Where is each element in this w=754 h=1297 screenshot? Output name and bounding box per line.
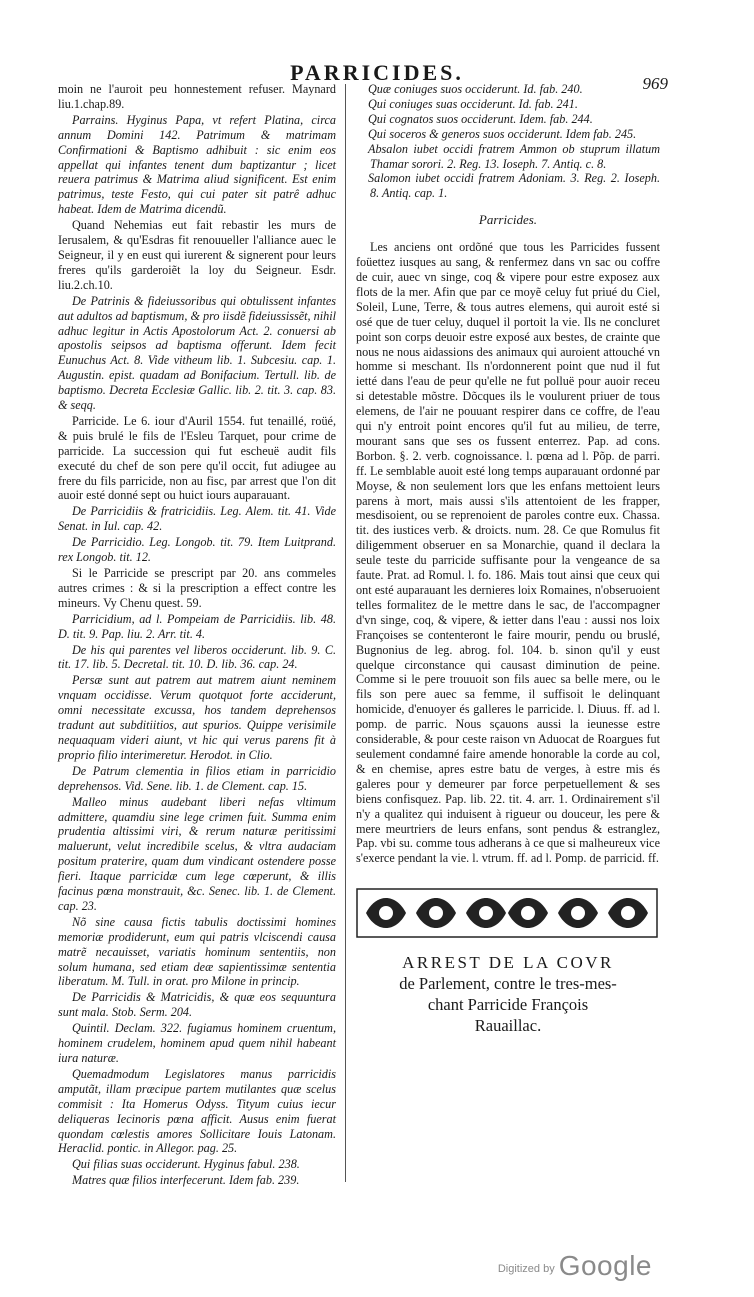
paragraph: De Parricidiis & fratricidiis. Leg. Alem. tit. 41. Vide Senat. in Iul. cap. 42. (58, 504, 336, 534)
column-rule (345, 84, 346, 1182)
paragraph: De his qui parentes vel liberos occiderunt. lib. 9. C. tit. 17. lib. 5. Decretal. tit. 10. D. lib. 36. cap. 24. (58, 642, 336, 672)
reference-line: Qui soceros & generos suos occiderunt. Idem fab. 245. (368, 126, 637, 141)
arrest-line: ARREST DE LA COVR (402, 953, 614, 973)
paragraph: Si le Parricide se prescript par 20. ans commeles autres crimes : & si la prescription a effect contre les mineurs. Vy Chenu quest. 59. (58, 566, 336, 610)
reference-line: Salomon iubet occidi fratrem Adoniam. 3. Reg. 2. Ioseph. 8. Antiq. cap. 1. (368, 171, 660, 201)
arrest-line: de Parlement, contre le tres-mes- (399, 974, 617, 994)
page-number: 969 (642, 74, 668, 93)
paragraph: Parricide. Le 6. iour d'Auril 1554. fut tenaillé, roüé, & puis brulé le fils de l'Esleu Tarquet, pour crime de parricide. La succession qui fut escheuë audit fils executé du chef de son pere qu'il occit, fut adiugee au frere du fils parricide, non au fisc, par arrest que l'on dit auoir esté donné sept ou huict iours auparauant. (58, 413, 336, 503)
paragraph: De Parricidis & Matricidis, & quæ eos sequuntura sunt mala. Stob. Serm. 204. (58, 990, 336, 1020)
paragraph: Matres quæ filios interfecerunt. Idem fab. 239. (72, 1173, 300, 1188)
reference-list (356, 82, 660, 201)
watermark-prefix: Digitized by (497, 1263, 555, 1275)
paragraph: Les anciens ont ordõné que tous les Parricides fussent foüettez iusques au sang, & renfermez dans vn sac ou coffre de cuir, auec vn singe, coq & vipere pour estre exposez aux flots de la mer. Afin que par ce moyẽ celuy fut priué du Ciel, Soleil, Lune, Terre, & tous autres elemens, qui auroit esté si osé que de tuer celuy, duquel il portoit la vie. Ils ne concluret point son corps deuoir estre exposé aux bestes, de crainte que nous ne nous aidassions des animaux qui auroient attouché vn homme si meschant. Ils n'ordonnerent point que nud il fut ietté dans l'eau de peur qu'elle ne fut polluë pour auoir receu si detestable mõstre. Dõcques ils le voulurent priuer de tous elemens, de l'air ne pouuant respirer dans ce coffre, de l'eau qui n'y entroit point encores qu'il fut au milieu, de terre, mourant sans que ses os fussent enterrez. Pap. ad cons. Borbon. §. 2. verb. cognoissance. l. pœna ad l. Põp. de parri. ff. Le semblable auoit esté long temps auparauant ordonné par Moyse, & non seulement lors que les enfans mettoient leurs parens à mort, mais aussi s'ils attentoient de les frapper, mesdisoient, ou se reprenoient de paroles contre eux. Chassa. tit. des iustices verb. & droicts. num. 28. Ce que Romulus fit diligemment obseruer en sa Monarchie, quand il declara la seule teste du parricide suffisante pour la vengeance de sa faute. Prat. ad Romul. l. fo. 186. Mais tout ainsi que ceux qui ont esté auparauant les dernieres loix Romaines, n'obseruoient telles formalitez de le mettre dans le sac, de l'accompagner d'vn singe, coq, & vipere, & ietter dans l'eau : aussi nos loix Françoises se contenteront le faire mourir, pendu ou bruslé, Bugnonius de leg. abrog. fol. 104. b. sinon qu'il y eust quelque circonstance qui causast diminution de peine. Comme si le pere trouuoit son fils auec sa belle mere, ou le fils son pere auec sa femme, il suffisoit le delinquant homicide, d'enuoyer és galleres le parricide. l. Diuus. ff. ad l. pomp. de parric. Nous sçauons aussi la ieunesse estre considerable, & pour ceste raison vn Aduocat de Roargues fut seulement condamné faire amende honorable la corde au col, & en chemise, apres estre batu de verges, à estre mis és galeres pour y demeurer par force perpetuellement & ses biens confisquez. Pap. lib. 22. tit. 4. arr. 1. Ordinairement s'il n'y a qualitez qui induisent à rigueur ou douceur, les pere & mere meurtriers de leurs enfans, sont pendus & estranglez, Pap. vbi su. comme tous adherans à ce que si malheureux vice s'exerce pendant la vie. l. vtrum. ff. ad l. Pomp. de parricid. ff. (356, 240, 660, 866)
paragraph: De Patrinis & fideiussoribus qui obtulissent infantes aut adultos ad baptismum, & pro iisdẽ fideiussissẽt, nihil adhuc legitur in Actis Apostolorum Act. 2. conuersi ab apostolis seipsos ad baptisma offerunt. Idem fecit Eunuchus Act. 8. Vide vitheum lib. 1. Subcesiu. cap. 1. Augustin. epist. quadam ad Bonifacium. Tertull. lib. de baptismo. Decreta Ecclesiæ Gallic. lib. 2. tit. 3. cap. 83. & seqq. (58, 293, 336, 413)
arrest-line: Rauaillac. (474, 1016, 542, 1036)
google-logo: Google (558, 1250, 652, 1281)
reference-line: Qui cognatos suos occiderunt. Idem. fab. 244. (368, 111, 593, 126)
left-column (58, 82, 336, 1189)
ornament-icon (356, 888, 658, 938)
paragraph: De Parricidio. Leg. Longob. tit. 79. Item Luitprand. rex Longob. tit. 12. (58, 535, 336, 565)
paragraph: Quintil. Declam. 322. fugiamus hominem cruentum, hominem crudelem, hominem apud quem nihil habeant iura naturæ. (58, 1021, 336, 1065)
section-title: Parricides. (478, 212, 538, 228)
paragraph: Persæ sunt aut patrem aut matrem aiunt neminem vnquam occidisse. Verum quotquot forte acciderunt, omni necessitate excussa, hos tandem deprehensos tradunt aut subditiitios, aut spurios. Quippe verisimile nequaquam videri aiunt, vt hic qui verus parens fit à proprio filio interimeretur. Herodot. in Clio. (58, 673, 336, 762)
ornament-band (356, 888, 658, 938)
arrest-heading (356, 952, 660, 1036)
digitized-watermark (498, 1250, 652, 1282)
paragraph: Parrains. Hyginus Papa, vt refert Platina, circa annum Domini 142. Patrimum & matrimam Confirmationi & Baptismo adhibuit : sic enim eos appellat qui infantes tenent dum baptizantur ; licet reuera patrimus & Matrima aliud significent. Est enim patrimus, teste Festo, qui cui pater sit patrê adhuc habeat. Idem de Matrima dicendũ. (58, 112, 336, 217)
right-column (356, 82, 660, 1036)
paragraph: Quemadmodum Legislatores manus parricidis amputãt, illam præcipue partem mutilantes quæ scelus commisit : Ita Homerus Odyss. Tityum cuius iecur deliqueras Iecinoris pœna afficit. Ausus enim fuerat quondam cœlestis amores Sollicitare Iouis Latonam. Heraclid. pontic. in Allegor. pag. 25. (58, 1066, 336, 1156)
reference-line: Quæ coniuges suos occiderunt. Id. fab. 240. (368, 82, 583, 96)
paragraph: Parricidium, ad l. Pompeiam de Parricidiis. lib. 48. D. tit. 9. Pap. liu. 2. Arr. tit. 4. (58, 611, 336, 641)
reference-line: Qui coniuges suas occiderunt. Id. fab. 241. (368, 96, 578, 111)
paragraph: Nõ sine causa fictis tabulis doctissimi homines memoriæ prodiderunt, eum qui patris vlciscendi causa matrẽ necauisset, variatis hominum sententiis, non solum humana, sed etiam deæ sapientissimæ sententia liberatum. M. Tull. in orat. pro Milone in princip. (58, 914, 336, 989)
running-head: PARRICIDES. (290, 60, 464, 85)
paragraph: Malleo minus audebant liberi nefas vltimum admittere, quamdiu sine lege crimen fuit. Summa enim prudentia altissimi viri, & rerum naturæ peritissimi maluerunt, velut incredibile scelus, & vltra audaciam positum praterire, quam dum vindicant ostendere posse fieri. Itaque parricidæ cum lege cœperunt, & illis facinus pœna monstrauit, &c. Senec. lib. 1. de Clement. cap. 23. (58, 794, 336, 913)
reference-line: Absalon iubet occidi fratrem Ammon ob stuprum illatum Thamar sorori. 2. Reg. 13. Ioseph. 7. Antiq. c. 8. (368, 141, 660, 171)
paragraph: moin ne l'auroit peu honnestement refuser. Maynard liu.1.chap.89. (58, 82, 336, 111)
paragraph: De Patrum clementia in filios etiam in parricidio deprehensos. Vid. Sene. lib. 1. de Clement. cap. 15. (58, 763, 336, 793)
paragraph: Quand Nehemias eut fait rebastir les murs de Ierusalem, & qu'Esdras fit renouueller l'alliance auec le Seigneur, il y en eust qui iurerent & signerent pour leurs freres qu'ils garderoiẽt la loy du Seigneur. Esdr. liu.2.ch.10. (58, 218, 336, 292)
arrest-line: chant Parricide François (427, 995, 589, 1015)
paragraph: Qui filias suas occiderunt. Hyginus fabul. 238. (72, 1157, 300, 1172)
